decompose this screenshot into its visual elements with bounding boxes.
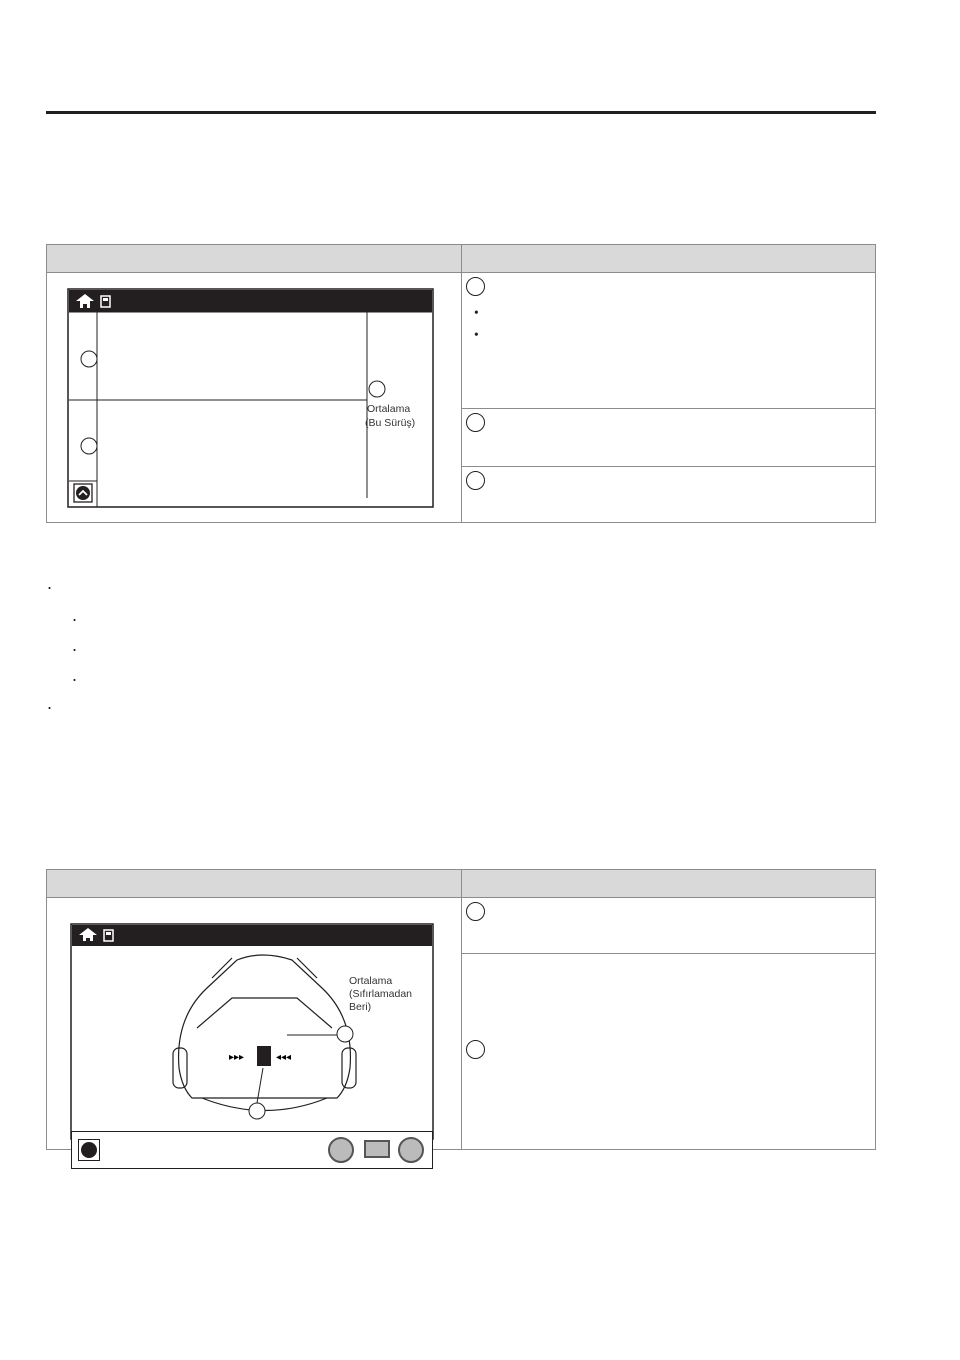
avg-label-2: (Sıfırlamadan [349, 988, 413, 1000]
capacitor-icon [257, 1046, 271, 1066]
note-subitem: · [72, 640, 77, 661]
note-item: · [47, 698, 52, 719]
table-header-display [47, 245, 462, 273]
screen-status-bar [71, 1131, 433, 1169]
display-cell [47, 273, 462, 523]
avg-label-3: Beri) [349, 1001, 372, 1013]
avg-label-1: Ortalama [367, 403, 411, 415]
avg-label-1: Ortalama [349, 975, 393, 987]
avg-label-2: (Bu Sürüş) [365, 417, 416, 429]
display-cell [47, 898, 462, 1150]
steering-icon [328, 1137, 354, 1163]
battery-icon [364, 1140, 390, 1158]
back-button[interactable] [78, 1139, 100, 1161]
section-heading-control-status [44, 788, 70, 810]
circled-number-2 [466, 413, 485, 432]
circled-number-1 [466, 902, 485, 921]
circled-number-2 [466, 1040, 485, 1059]
status-row-1 [462, 273, 876, 409]
status-row-3 [462, 467, 876, 523]
table-header-display [47, 870, 462, 898]
table-header-status [462, 870, 876, 898]
control-status-table [46, 869, 876, 1150]
status-row-2 [462, 409, 876, 467]
back-icon [81, 1142, 97, 1158]
note-subitem: · [72, 670, 77, 691]
callout-3 [369, 381, 385, 397]
bullet-item: • [474, 327, 479, 343]
engine-icon [398, 1137, 424, 1163]
fuel-economy-screen [47, 273, 461, 520]
note-list [47, 575, 877, 721]
note-item: · [47, 578, 52, 598]
status-row-1 [462, 898, 876, 954]
bullet-item: • [474, 304, 479, 320]
header-divider [46, 111, 876, 114]
status-row-2 [462, 954, 876, 1150]
svg-text:▸▸▸: ▸▸▸ [229, 1052, 245, 1063]
callout-2 [81, 438, 97, 454]
callout-1 [81, 351, 97, 367]
note-subitem: · [72, 610, 77, 631]
svg-text:◂◂◂: ◂◂◂ [276, 1052, 292, 1063]
callout-2 [337, 1026, 353, 1042]
callout-1 [249, 1103, 265, 1119]
back-icon [76, 486, 90, 500]
istop-status-screen [47, 898, 461, 1148]
circled-number-1 [466, 277, 485, 296]
section-heading-fuel-consumption [44, 167, 70, 189]
table-header-status [462, 245, 876, 273]
fuel-consumption-table [46, 244, 876, 523]
circled-number-3 [466, 471, 485, 490]
